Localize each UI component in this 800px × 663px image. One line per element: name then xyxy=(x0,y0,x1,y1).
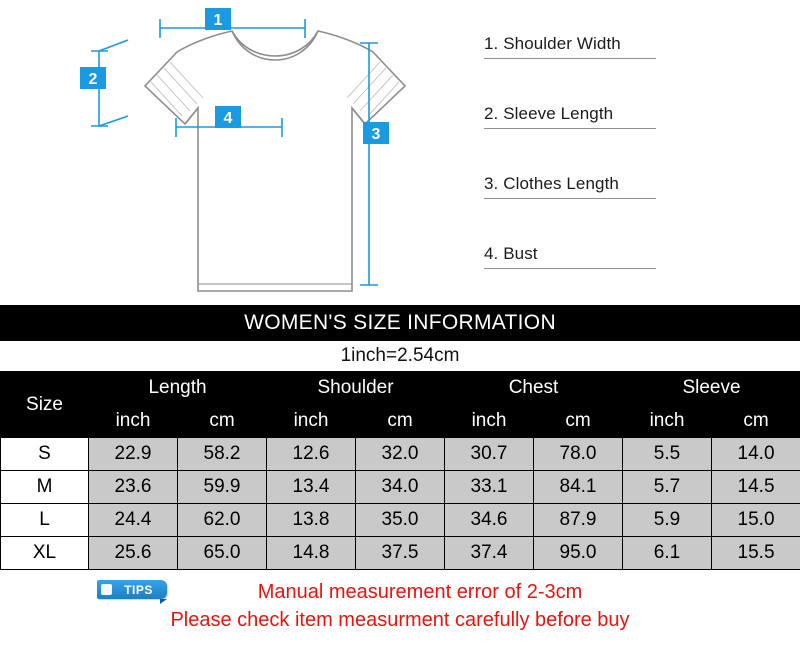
svg-text:4: 4 xyxy=(223,110,233,127)
cell-shoulder-inch: 14.8 xyxy=(267,537,356,570)
cell-length-inch: 25.6 xyxy=(89,537,178,570)
row-size-label: XL xyxy=(1,537,89,570)
table-row xyxy=(1,471,800,504)
legend-item-shoulder-width: 1. Shoulder Width xyxy=(484,34,656,59)
header-unit-length-cm: cm xyxy=(178,405,267,438)
legend-list xyxy=(484,34,784,314)
cell-shoulder-cm: 34.0 xyxy=(356,471,445,504)
cell-sleeve-cm: 15.0 xyxy=(712,504,800,537)
cell-length-cm: 65.0 xyxy=(178,537,267,570)
header-unit-chest-inch: inch xyxy=(445,405,534,438)
cell-shoulder-cm: 37.5 xyxy=(356,537,445,570)
legend-item-sleeve-length: 2. Sleeve Length xyxy=(484,104,656,129)
header-unit-shoulder-cm: cm xyxy=(356,405,445,438)
unit-conversion-note xyxy=(0,341,800,371)
cell-length-inch: 23.6 xyxy=(89,471,178,504)
tshirt-illustration xyxy=(60,8,480,303)
header-size: Size xyxy=(1,372,89,438)
cell-length-cm: 62.0 xyxy=(178,504,267,537)
header-group-chest: Chest xyxy=(445,372,623,405)
row-size-label: M xyxy=(1,471,89,504)
cell-sleeve-inch: 5.5 xyxy=(623,438,712,471)
cell-shoulder-cm: 32.0 xyxy=(356,438,445,471)
header-group-sleeve: Sleeve xyxy=(623,372,800,405)
header-unit-sleeve-inch: inch xyxy=(623,405,712,438)
table-header-units xyxy=(1,405,800,438)
cell-chest-inch: 34.6 xyxy=(445,504,534,537)
cell-sleeve-inch: 5.7 xyxy=(623,471,712,504)
row-size-label: S xyxy=(1,438,89,471)
cell-length-cm: 58.2 xyxy=(178,438,267,471)
header-unit-shoulder-inch: inch xyxy=(267,405,356,438)
svg-text:2: 2 xyxy=(88,71,98,88)
header-unit-length-inch: inch xyxy=(89,405,178,438)
cell-chest-inch: 33.1 xyxy=(445,471,534,504)
svg-text:3: 3 xyxy=(371,126,381,143)
tips-label: TIPS xyxy=(124,582,153,597)
cell-shoulder-inch: 12.6 xyxy=(267,438,356,471)
table-row xyxy=(1,537,800,570)
cell-chest-inch: 30.7 xyxy=(445,438,534,471)
cell-chest-cm: 95.0 xyxy=(534,537,623,570)
cell-shoulder-inch: 13.8 xyxy=(267,504,356,537)
legend-item-bust: 4. Bust xyxy=(484,244,656,269)
cell-length-cm: 59.9 xyxy=(178,471,267,504)
cell-length-inch: 24.4 xyxy=(89,504,178,537)
tips-tag xyxy=(97,580,167,599)
cell-chest-cm: 87.9 xyxy=(534,504,623,537)
legend-item-clothes-length: 3. Clothes Length xyxy=(484,174,656,199)
table-row xyxy=(1,438,800,471)
cell-sleeve-cm: 14.5 xyxy=(712,471,800,504)
table-header-groups xyxy=(1,372,800,405)
unit-conversion-text: 1inch=2.54cm xyxy=(340,345,460,366)
footer-notes xyxy=(0,570,800,634)
size-table xyxy=(0,371,800,570)
cell-chest-cm: 78.0 xyxy=(534,438,623,471)
tips-badge-corner xyxy=(160,599,167,604)
note-check-measurement: Please check item measurment carefully before buy xyxy=(170,609,630,631)
cell-sleeve-inch: 5.9 xyxy=(623,504,712,537)
table-row xyxy=(1,504,800,537)
cell-shoulder-inch: 13.4 xyxy=(267,471,356,504)
cell-length-inch: 22.9 xyxy=(89,438,178,471)
cell-sleeve-cm: 14.0 xyxy=(712,438,800,471)
svg-text:1: 1 xyxy=(213,12,223,29)
cell-chest-inch: 37.4 xyxy=(445,537,534,570)
tips-badge xyxy=(97,580,175,602)
cell-sleeve-cm: 15.5 xyxy=(712,537,800,570)
header-unit-sleeve-cm: cm xyxy=(712,405,800,438)
note-measurement-error: Manual measurement error of 2-3cm xyxy=(257,581,583,603)
measurement-diagram xyxy=(0,0,800,305)
size-chart-title: WOMEN'S SIZE INFORMATION xyxy=(244,311,556,334)
header-unit-chest-cm: cm xyxy=(534,405,623,438)
cell-sleeve-inch: 6.1 xyxy=(623,537,712,570)
header-group-shoulder: Shoulder xyxy=(267,372,445,405)
cell-shoulder-cm: 35.0 xyxy=(356,504,445,537)
header-group-length: Length xyxy=(89,372,267,405)
row-size-label: L xyxy=(1,504,89,537)
cell-chest-cm: 84.1 xyxy=(534,471,623,504)
